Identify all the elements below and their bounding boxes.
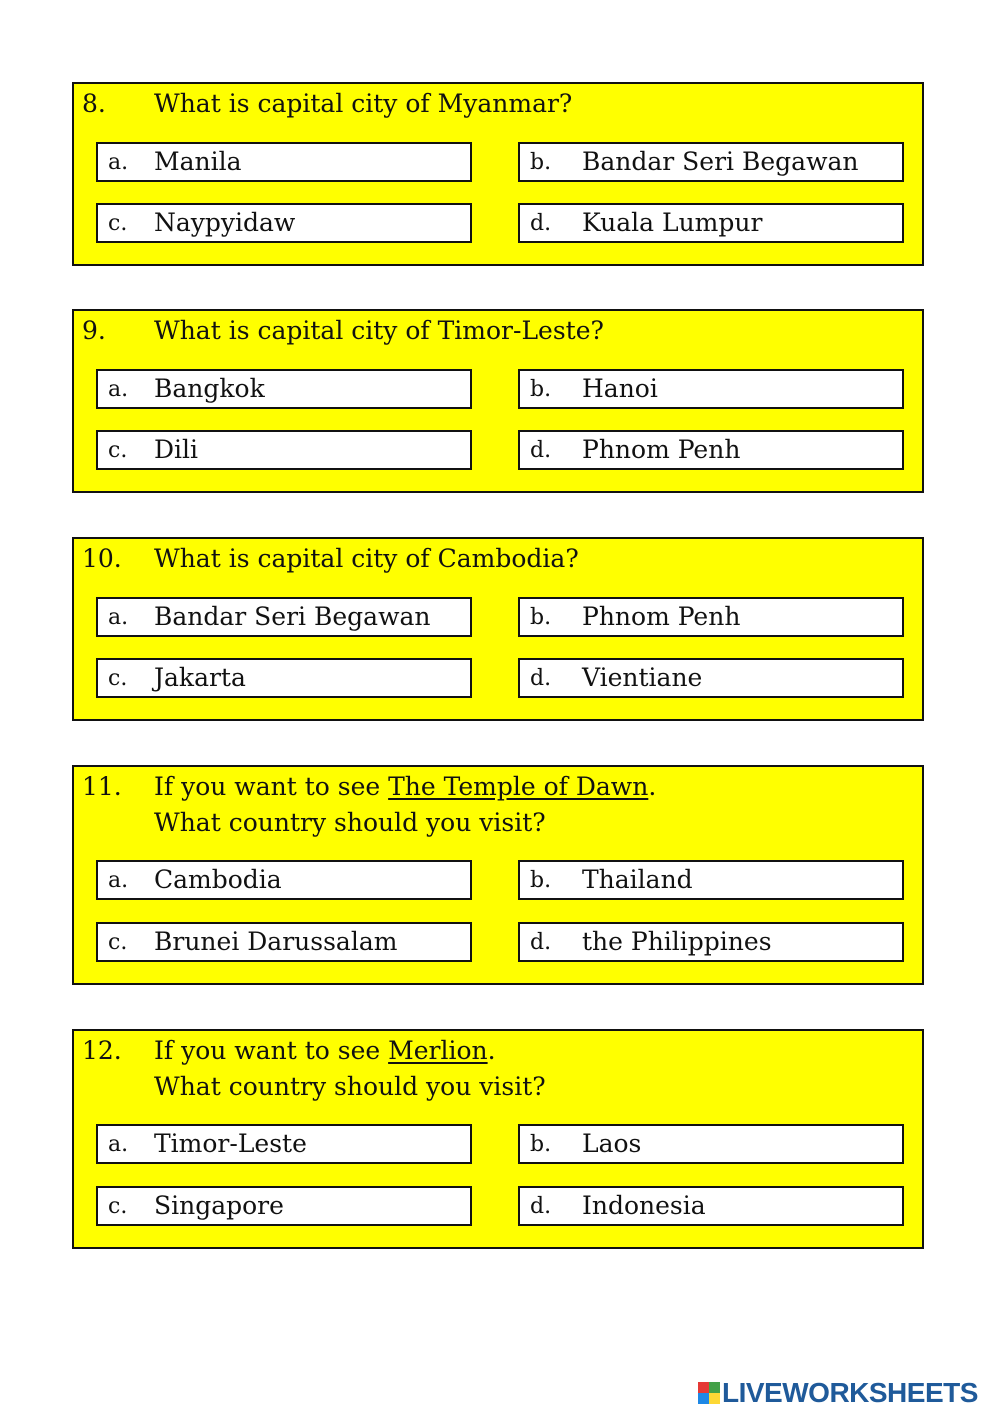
option-letter: a. (108, 605, 129, 630)
question-11 (72, 765, 924, 985)
question-text: What is capital city of Myanmar? (154, 89, 573, 118)
question-number: 12. (82, 1036, 122, 1065)
question-text-line-2: What country should you visit? (154, 808, 546, 837)
question-number: 8. (82, 89, 106, 118)
question-8 (72, 82, 924, 266)
option-b[interactable] (518, 597, 904, 637)
option-b[interactable] (518, 860, 904, 900)
option-text: Naypyidaw (154, 208, 296, 237)
option-letter: d. (530, 211, 552, 236)
option-letter: c. (108, 438, 128, 463)
option-a[interactable] (96, 860, 472, 900)
option-text: Hanoi (582, 374, 658, 403)
option-letter: c. (108, 666, 128, 691)
option-letter: d. (530, 930, 552, 955)
option-text: Laos (582, 1129, 642, 1158)
option-text: Manila (154, 147, 242, 176)
question-text-pre: If you want to see (154, 1036, 389, 1065)
logo-grid-icon (698, 1382, 720, 1404)
option-letter: a. (108, 150, 129, 175)
option-d[interactable] (518, 922, 904, 962)
logo-square-red (698, 1382, 709, 1393)
option-a[interactable] (96, 142, 472, 182)
option-text: Vientiane (582, 663, 703, 692)
option-text: Jakarta (154, 663, 246, 692)
question-text-line-1 (154, 1036, 496, 1066)
option-letter: b. (530, 150, 552, 175)
option-d[interactable] (518, 430, 904, 470)
option-text: Bandar Seri Begawan (154, 602, 431, 631)
question-9 (72, 309, 924, 493)
logo-square-green (709, 1382, 720, 1393)
option-b[interactable] (518, 1124, 904, 1164)
option-b[interactable] (518, 142, 904, 182)
option-text: Phnom Penh (582, 435, 741, 464)
option-text: Indonesia (582, 1191, 706, 1220)
option-text: Thailand (582, 865, 693, 894)
option-letter: d. (530, 438, 552, 463)
option-text: Dili (154, 435, 199, 464)
option-text: Singapore (154, 1191, 284, 1220)
question-number: 10. (82, 544, 122, 573)
option-b[interactable] (518, 369, 904, 409)
option-d[interactable] (518, 1186, 904, 1226)
option-letter: d. (530, 666, 552, 691)
question-text: What is capital city of Cambodia? (154, 544, 579, 573)
question-text-line-2: What country should you visit? (154, 1072, 546, 1101)
option-c[interactable] (96, 1186, 472, 1226)
option-letter: d. (530, 1194, 552, 1219)
option-text: Bandar Seri Begawan (582, 147, 859, 176)
option-letter: b. (530, 377, 552, 402)
option-text: Cambodia (154, 865, 282, 894)
logo-square-yellow (709, 1393, 720, 1404)
question-12 (72, 1029, 924, 1249)
liveworksheets-logo (698, 1378, 978, 1408)
option-letter: c. (108, 211, 128, 236)
question-number: 11. (82, 772, 122, 801)
option-a[interactable] (96, 369, 472, 409)
question-text-post: . (487, 1036, 496, 1065)
option-text: Timor-Leste (154, 1129, 307, 1158)
option-c[interactable] (96, 430, 472, 470)
question-text-line-1 (154, 772, 656, 802)
question-text: What is capital city of Timor-Leste? (154, 316, 604, 345)
option-letter: a. (108, 377, 129, 402)
question-10 (72, 537, 924, 721)
question-text-post: . (648, 772, 657, 801)
option-text: the Philippines (582, 927, 772, 956)
landmark-name: Merlion (388, 1036, 488, 1065)
option-letter: b. (530, 605, 552, 630)
option-c[interactable] (96, 658, 472, 698)
option-a[interactable] (96, 597, 472, 637)
option-letter: b. (530, 868, 552, 893)
option-text: Kuala Lumpur (582, 208, 763, 237)
question-text-pre: If you want to see (154, 772, 389, 801)
landmark-name: The Temple of Dawn (388, 772, 649, 801)
option-a[interactable] (96, 1124, 472, 1164)
option-letter: c. (108, 930, 128, 955)
option-c[interactable] (96, 203, 472, 243)
brand-name: LIVEWORKSHEETS (722, 1377, 978, 1408)
option-letter: a. (108, 1132, 129, 1157)
option-text: Brunei Darussalam (154, 927, 398, 956)
option-d[interactable] (518, 658, 904, 698)
option-c[interactable] (96, 922, 472, 962)
option-d[interactable] (518, 203, 904, 243)
option-letter: b. (530, 1132, 552, 1157)
option-text: Bangkok (154, 374, 265, 403)
option-text: Phnom Penh (582, 602, 741, 631)
option-letter: c. (108, 1194, 128, 1219)
question-number: 9. (82, 316, 106, 345)
option-letter: a. (108, 868, 129, 893)
logo-square-blue (698, 1393, 709, 1404)
